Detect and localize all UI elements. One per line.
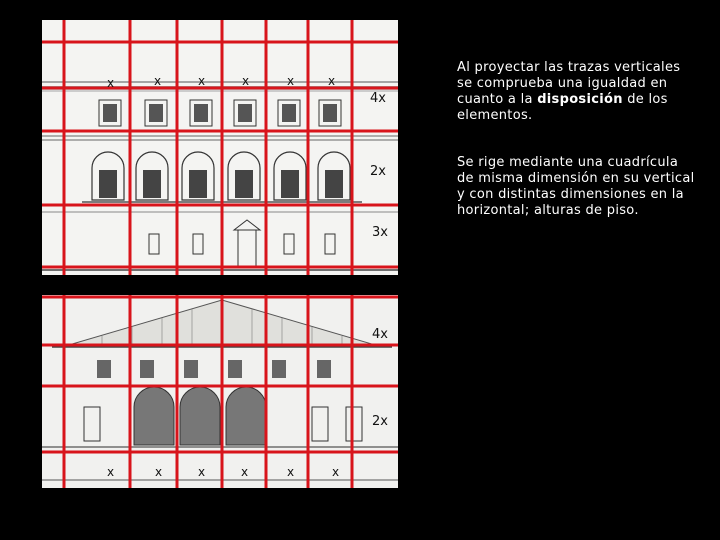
column-mark: x: [242, 74, 250, 88]
top-facade-drawing: [42, 20, 398, 275]
caption-emphasis: disposición: [537, 92, 623, 107]
column-mark: x: [198, 74, 206, 88]
loggia-arches: [134, 387, 266, 445]
column-mark: x: [332, 465, 340, 479]
column-mark: x: [287, 74, 295, 88]
row-mark: 2x: [370, 164, 386, 179]
arched-windows: [92, 152, 350, 200]
caption-text: Se rige mediante una cuadrícula de misma dimensión en su vertical y con distintas dimensiones en la horizontal; alturas de piso.: [457, 155, 695, 218]
top-facade-elevation: [42, 20, 398, 275]
row-mark: 4x: [370, 91, 386, 106]
column-mark: x: [287, 465, 295, 479]
caption-grid-rule: [457, 155, 697, 219]
column-mark: x: [328, 74, 336, 88]
row-mark: 2x: [372, 414, 388, 429]
caption-text: de los elementos.: [457, 92, 668, 123]
column-mark: x: [155, 465, 163, 479]
bottom-facade-elevation: [42, 295, 398, 488]
row-mark: 4x: [372, 327, 388, 342]
column-mark: x: [107, 465, 115, 479]
row-mark: 3x: [372, 225, 388, 240]
column-mark: x: [198, 465, 206, 479]
top-floor-windows: [99, 100, 341, 126]
caption-disposition: [457, 60, 697, 124]
column-mark: x: [154, 74, 162, 88]
caption-text: Al proyectar las trazas verticales se comprueba una igualdad en cuanto a la: [457, 60, 681, 107]
column-mark: x: [241, 465, 249, 479]
column-mark: x: [107, 76, 115, 90]
bottom-facade-drawing: [42, 295, 398, 488]
